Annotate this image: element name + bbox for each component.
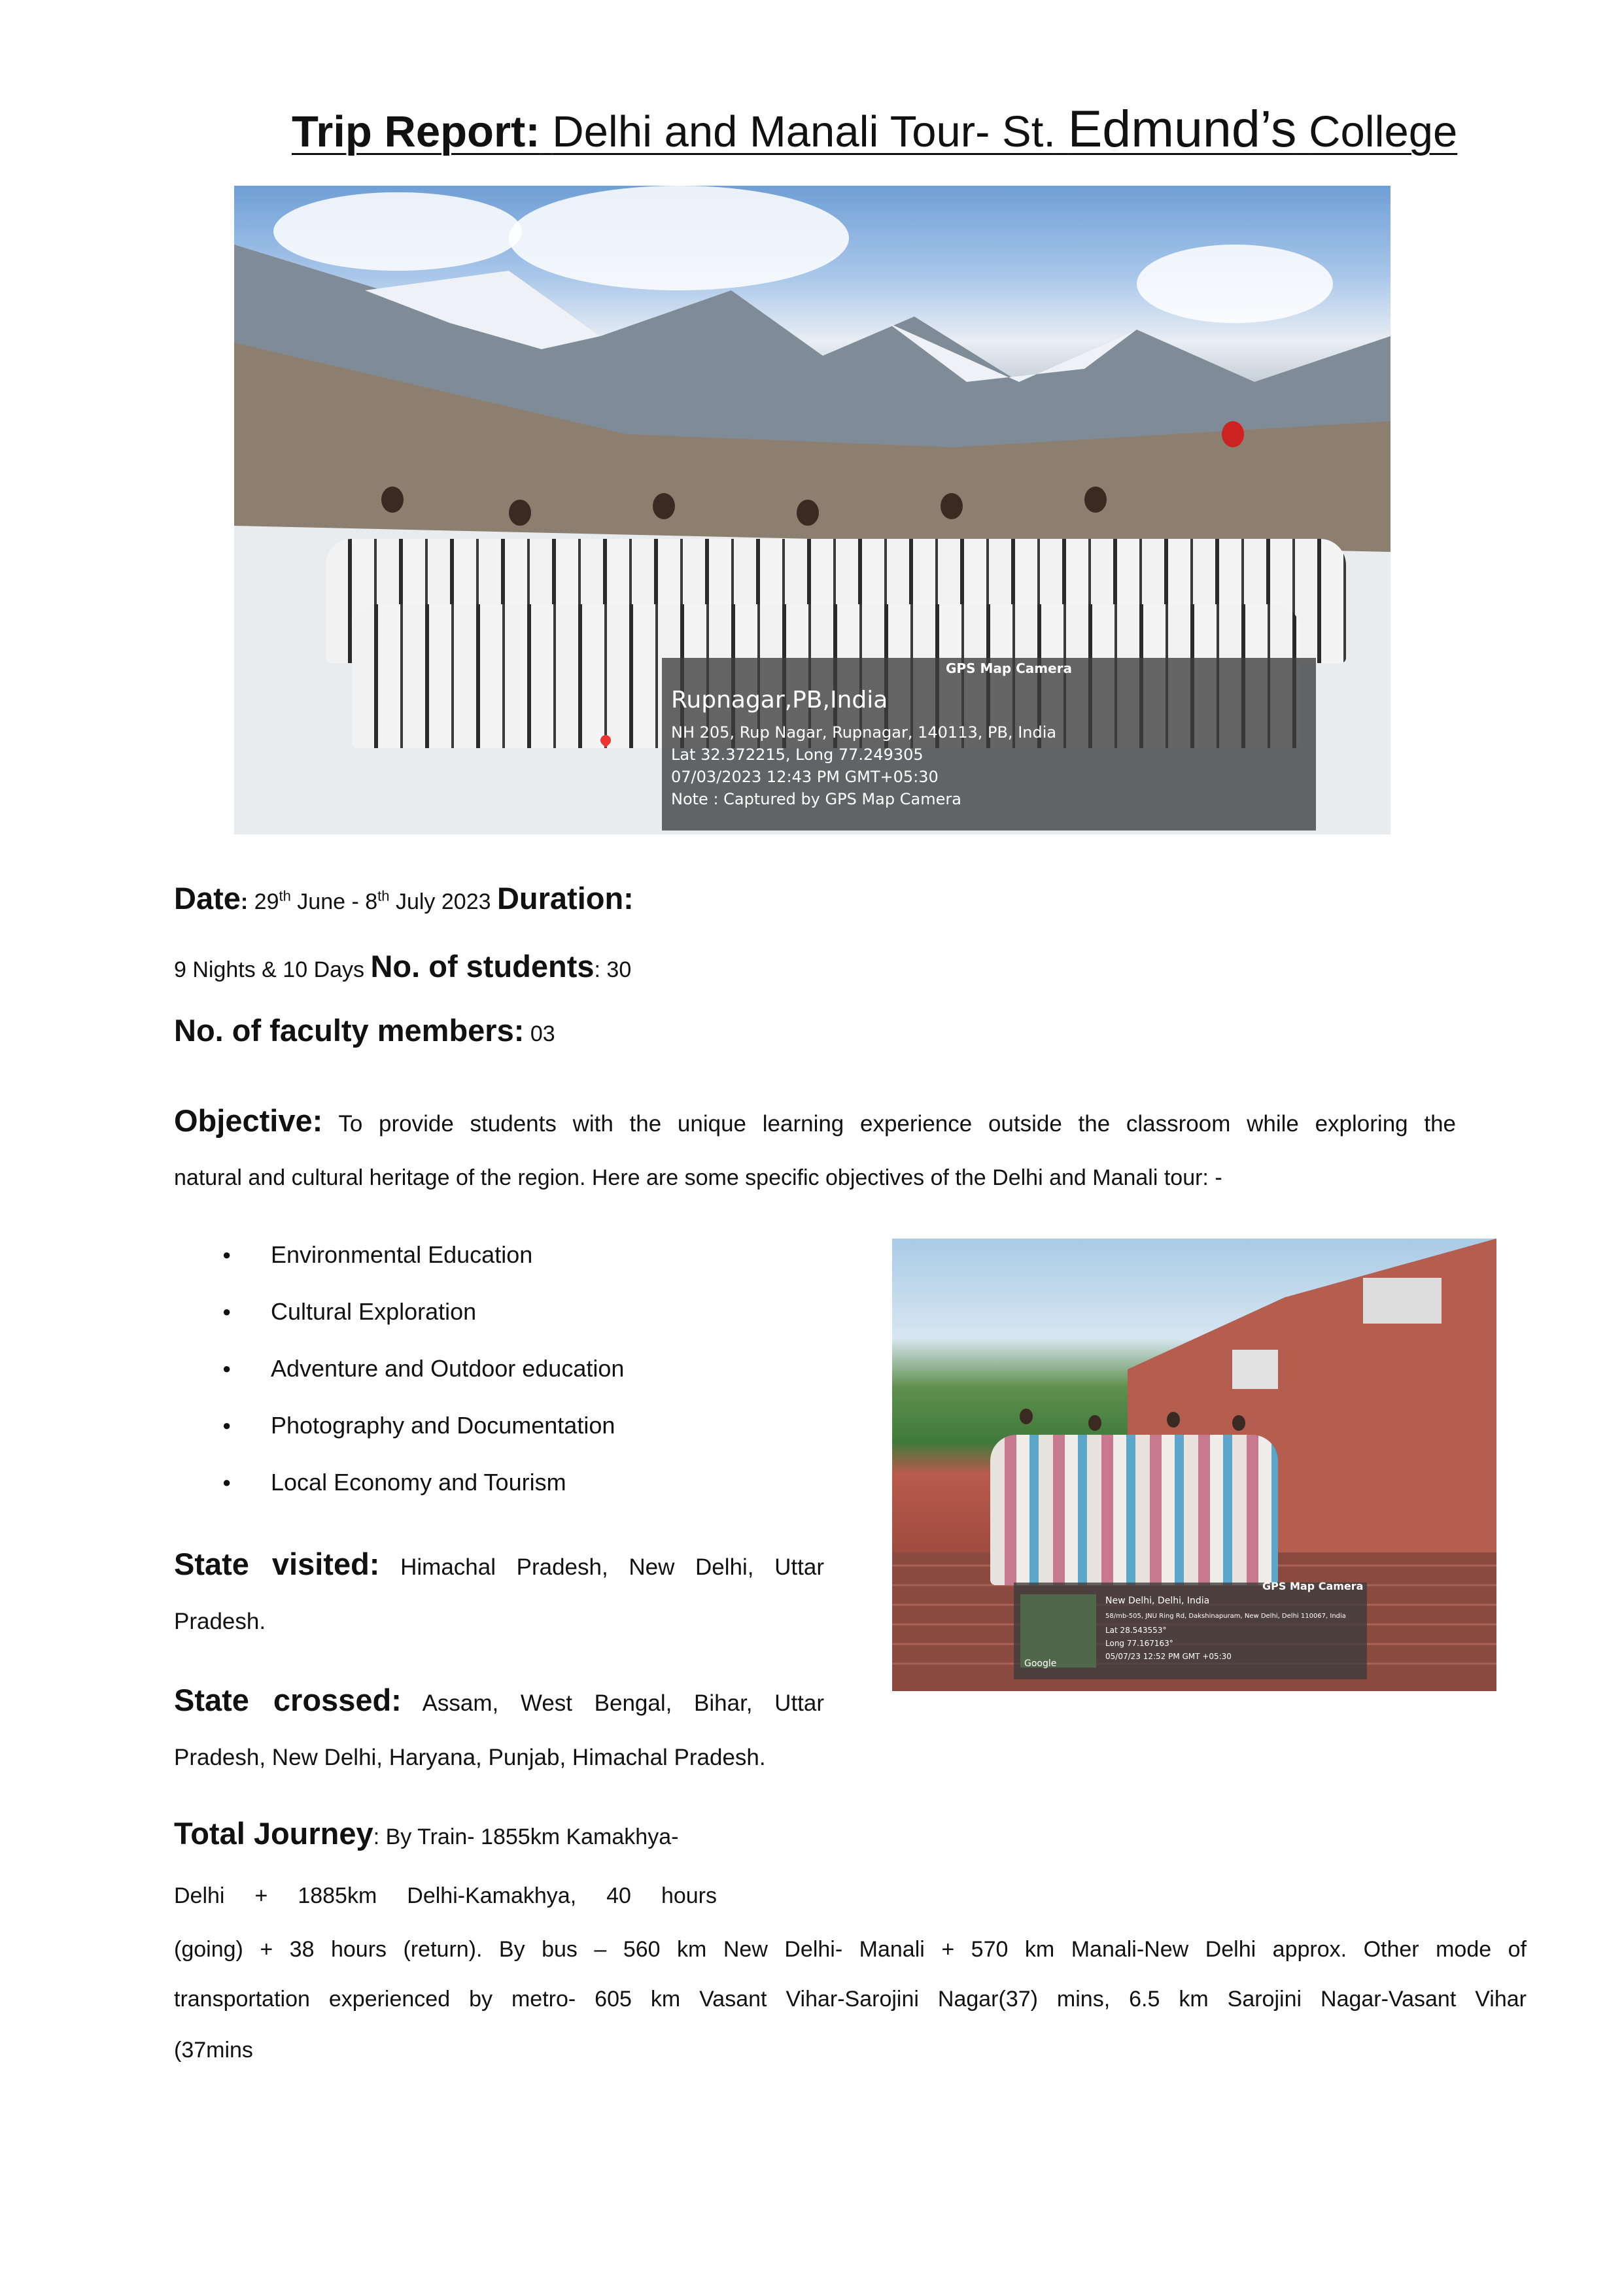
state-crossed-line-1: State crossed: Assam, West Bengal, Bihar, Uttar xyxy=(174,1683,825,1717)
title-text-part3: College xyxy=(1309,107,1458,156)
gps-camera-badge: GPS Map Camera xyxy=(946,660,1073,676)
list-item: ● Environmental Education xyxy=(222,1235,624,1292)
list-item: ● Cultural Exploration xyxy=(222,1292,624,1348)
objective-line-2: natural and cultural heritage of the region. Here are some specific objectives of the Delhi and Manali tour: - xyxy=(174,1165,1222,1190)
title-label: Trip Report: xyxy=(292,107,540,156)
geotag-note: Note : Captured by GPS Map Camera xyxy=(671,790,961,808)
state-visited-label: State visited: xyxy=(174,1547,380,1581)
gps-geotag-overlay xyxy=(1014,1580,1367,1679)
students-label: No. of students xyxy=(370,949,595,984)
state-visited-line-1: State visited: Himachal Pradesh, New Delhi, Uttar xyxy=(174,1547,824,1581)
objective-line-1: Objective: To provide students with the unique learning experience outside the classroom while exploring the xyxy=(174,1103,1456,1138)
google-logo: Google xyxy=(1024,1658,1057,1669)
date-month1: June - 8 xyxy=(297,889,378,914)
objectives-list xyxy=(222,1235,624,1519)
geotag-address: NH 205, Rup Nagar, Rupnagar, 140113, PB, India xyxy=(671,723,1057,742)
objective-label: Objective: xyxy=(174,1103,323,1138)
gps-camera-badge: GPS Map Camera xyxy=(1262,1580,1364,1592)
geotag-datetime: 07/03/2023 12:43 PM GMT+05:30 xyxy=(671,768,939,786)
geotag-long: Long 77.167163° xyxy=(1105,1639,1173,1648)
state-crossed-label: State crossed: xyxy=(174,1683,402,1717)
journey-line-5: (37mins xyxy=(174,2038,253,2063)
date-line: Date: 29th June - 8th July 2023 Duration: xyxy=(174,881,634,916)
geotag-coords: Lat 32.372215, Long 77.249305 xyxy=(671,745,924,764)
journey-line-3: (going) + 38 hours (return). By bus – 560 km New Delhi- Manali + 570 km Manali-New Delhi approx. Other mode of xyxy=(174,1937,1527,1962)
group-photo-rohtang xyxy=(234,186,1391,834)
group-photo-jnu xyxy=(892,1239,1496,1691)
journey-line-1: Total Journey: By Train- 1855km Kamakhya- xyxy=(174,1816,679,1851)
faculty-value: 03 xyxy=(530,1021,555,1046)
geotag-datetime: 05/07/23 12:52 PM GMT +05:30 xyxy=(1105,1652,1232,1661)
list-item: ● Local Economy and Tourism xyxy=(222,1462,624,1519)
students-value: : 30 xyxy=(594,957,632,982)
geotag-lat: Lat 28.543553° xyxy=(1105,1626,1167,1635)
page-title xyxy=(292,98,1457,160)
duration-value: 9 Nights & 10 Days xyxy=(174,957,365,982)
minimap-thumbnail xyxy=(1020,1594,1096,1668)
geotag-address: 58/mb-505, JNU Ring Rd, Dakshinapuram, New Delhi, Delhi 110067, India xyxy=(1105,1613,1346,1620)
journey-line-4: transportation experienced by metro- 605 km Vasant Vihar-Sarojini Nagar(37) mins, 6.5 km Sarojini Nagar-Vasant Vihar xyxy=(174,1987,1527,2012)
faculty-line xyxy=(174,1012,555,1048)
state-crossed-line-2: Pradesh, New Delhi, Haryana, Punjab, Himachal Pradesh. xyxy=(174,1745,766,1770)
title-text-part2: Edmund’s xyxy=(1067,99,1297,158)
journey-line-2: Delhi + 1885km Delhi-Kamakhya, 40 hours xyxy=(174,1883,717,1908)
geotag-city: New Delhi, Delhi, India xyxy=(1105,1596,1210,1606)
gps-geotag-overlay xyxy=(662,658,1316,831)
state-visited-line-2: Pradesh. xyxy=(174,1609,266,1634)
faculty-label: No. of faculty members: xyxy=(174,1013,525,1048)
geotag-city: Rupnagar,PB,India xyxy=(671,687,888,713)
duration-students-line xyxy=(174,948,631,984)
date-label: Date xyxy=(174,881,241,916)
list-item: ● Adventure and Outdoor education xyxy=(222,1348,624,1405)
duration-label: Duration: xyxy=(496,881,634,916)
date-day1: 29 xyxy=(254,889,279,914)
list-item: ● Photography and Documentation xyxy=(222,1405,624,1462)
date-month2: July 2023 xyxy=(395,889,491,914)
journey-label: Total Journey xyxy=(174,1816,373,1851)
title-text-part1: Delhi and Manali Tour- St. xyxy=(552,107,1056,156)
